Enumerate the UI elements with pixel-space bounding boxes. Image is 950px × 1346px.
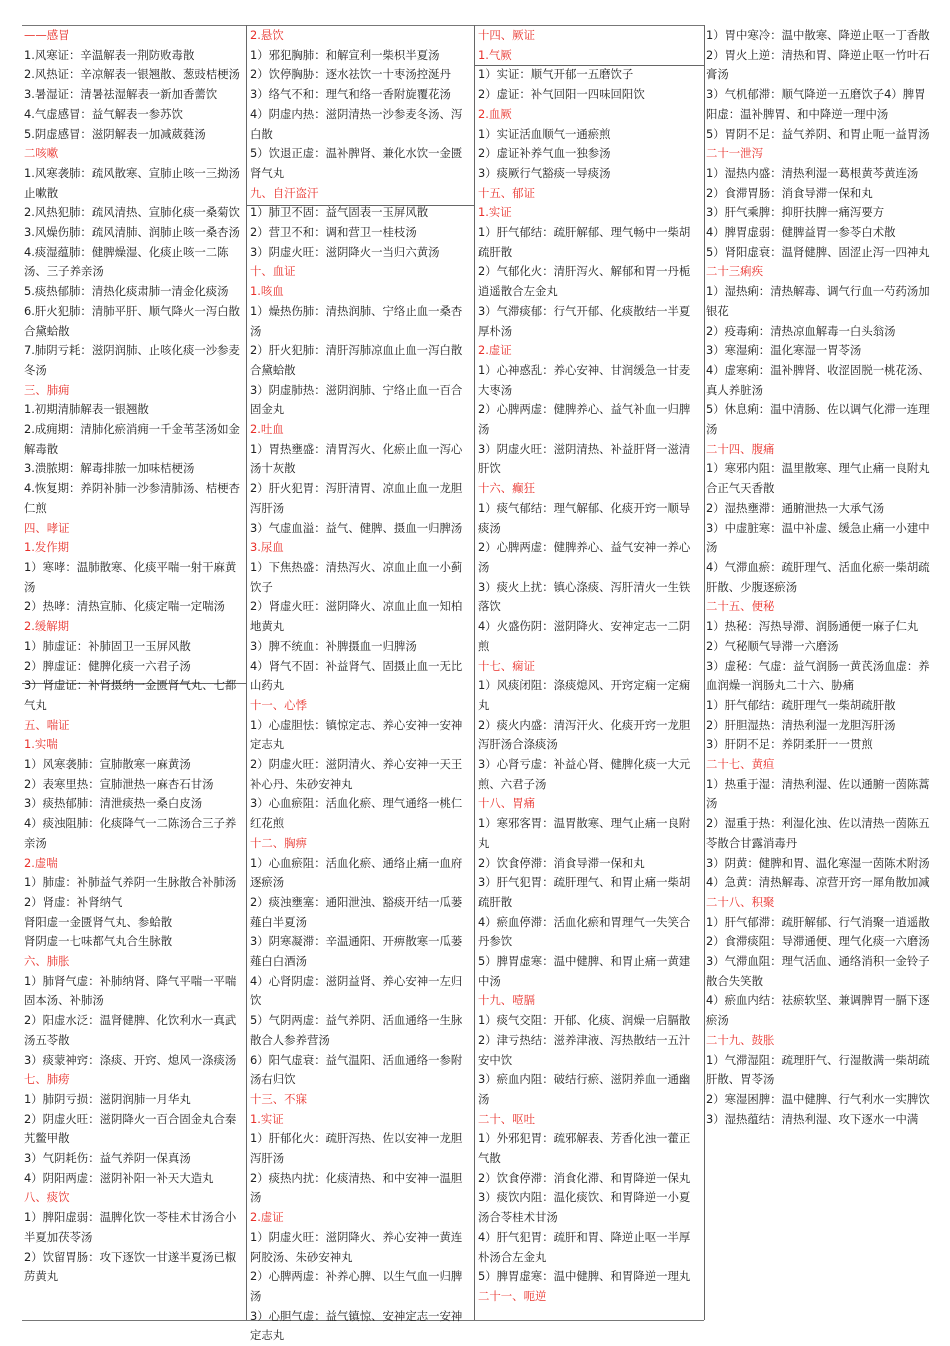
entry-line: 1）肺阴亏损：滋阴润肺一月华丸 (24, 1091, 191, 1106)
entry-line: 1）外邪犯胃：疏邪解表、芳香化浊一藿正气散 (478, 1131, 691, 1166)
entry-line: 4）气滞血瘀：疏肝理气、活血化瘀一柴胡疏肝散、少腹逐瘀汤 (706, 559, 930, 594)
section-heading: 二咳嗽 (24, 146, 59, 161)
entry-line: 5）饮退正虚：温补脾肾、兼化水饮一金匮肾气丸 (250, 146, 463, 180)
entry-line: 肾阳虚一金匮肾气丸、参蛤散 (24, 914, 173, 929)
section-heading: 二十、呕吐 (478, 1111, 535, 1126)
entry-line: 1）热秘：泻热导滞、润肠通便一麻子仁丸 (706, 619, 919, 634)
entry-line: 3）心胆气虚：益气镇惊、安神定志一安神定志丸 (250, 1308, 463, 1343)
entry-line: 3）阴虚肺热：滋阴润肺、宁络止血一百合固金丸 (250, 382, 463, 417)
entry-line: 2）肝火犯胃：泻肝清胃、凉血止血一龙胆泻肝汤 (250, 481, 463, 515)
entry-line: 3）肝气乘脾：抑肝扶脾一痛泻要方 (706, 205, 885, 220)
entry-line: 2）表寒里热：宣肺泄热一麻杏石甘汤 (24, 776, 214, 791)
section-heading: 1.实证 (250, 1111, 284, 1126)
entry-line: 2.风热犯肺：疏风清热、宣肺化痰一桑菊饮 (24, 205, 240, 220)
entry-line: 2）寒湿困脾：温中健脾、行气利水一实脾饮 (706, 1091, 930, 1106)
entry-line: 2）食滞胃肠：消食导滞一保和丸 (706, 185, 873, 200)
section-heading: 二十九、鼓胀 (706, 1032, 775, 1047)
entry-line: 5）脾胃虚寒：温中健脾、和胃降逆一理丸 (478, 1269, 691, 1284)
entry-line: 3）肝阴不足：养阴柔肝一一贯煎 (706, 737, 873, 752)
entry-line: 4）肝气犯胃：疏肝和胃、降逆止呕一半厚朴汤合左金丸 (478, 1229, 691, 1264)
entry-line: 4）急黄：清热解毒、凉营开窍一犀角散加减 (706, 875, 930, 890)
section-heading: 十一、心悸 (250, 697, 307, 712)
text-column-1 (24, 26, 243, 1324)
entry-line: 2.成痈期：清肺化瘀消痈一千金苇茎汤如金解毒散 (24, 422, 240, 456)
entry-line: 1.风寒证：辛温解表一荆防败毒散 (24, 47, 195, 62)
section-heading: 十、血证 (250, 264, 296, 279)
section-heading: 二十八、积聚 (706, 894, 775, 909)
entry-line: 2）脾虚证：健脾化痰一六君子汤 (24, 658, 191, 673)
entry-line: 1）肝气郁滞：疏肝解郁、行气消聚一逍遥散 (706, 914, 930, 929)
entry-line: 2）心脾两虚：健脾养心、益气安神一养心汤 (478, 540, 691, 574)
entry-line: 2）痰浊壅塞：通阳泄浊、豁痰开结一瓜蒌薤白半夏汤 (250, 894, 463, 929)
entry-line: 2）阴虚火旺：滋阴降火一百合固金丸合秦艽鳖甲散 (24, 1111, 237, 1146)
section-heading: 十三、不寐 (250, 1091, 307, 1106)
entry-line: 2）湿重于热：利湿化浊、佐以清热一茵陈五苓散合甘露消毒丹 (706, 816, 930, 850)
entry-line: 5.阴虚感冒：滋阴解表一加减葳蕤汤 (24, 126, 206, 141)
entry-line: 3）阴虚火旺：滋阴降火一当归六黄汤 (250, 244, 440, 259)
entry-line: 2）痰热内扰：化痰清热、和中安神一温胆汤 (250, 1170, 463, 1205)
entry-line: 3）气虚血溢：益气、健脾、摄血一归脾汤 (250, 520, 463, 535)
entry-line: 1）燥热伤肺：清热润肺、宁络止血一桑杏汤 (250, 303, 463, 338)
section-heading: 六、肺胀 (24, 954, 70, 969)
entry-line: 2）气郁化火：清肝泻火、解郁和胃一丹栀逍遥散合左金丸 (478, 264, 691, 299)
entry-line: 3）虚秘：气虚：益气润肠一黄芪汤血虚：养血润燥一润肠丸二十六、胁痛 (706, 658, 930, 693)
entry-line: 1）阴虚火旺：滋阴降火、养心安神一黄连阿胶汤、朱砂安神丸 (250, 1229, 463, 1264)
entry-line: 5.痰热郁肺：清热化痰肃肺一清金化痰汤 (24, 284, 229, 299)
entry-line: 1）肝气郁结：疏肝理气一柴胡疏肝散 (706, 697, 896, 712)
entry-line: 4）虚寒痢：温补脾肾、收涩固脱一桃花汤、真人养脏汤 (706, 362, 930, 397)
entry-line: 1）气滞湿阻：疏理肝气、行湿散满一柴胡疏肝散、胃苓汤 (706, 1052, 930, 1087)
entry-line: 2）饮停胸胁：逐水祛饮一十枣汤控涎丹 (250, 67, 451, 82)
entry-line: 4）瘀血停滞：活血化瘀和胃理气一失笑合丹参饮 (478, 914, 691, 949)
entry-line: 肾阴虚一七味都气丸合生脉散 (24, 934, 173, 949)
section-heading: 九、自汗盗汗 (250, 185, 319, 200)
entry-line: 3）脾不统血：补脾摄血一归脾汤 (250, 638, 417, 653)
entry-line: 2）疫毒痢：清热凉血解毒一白头翁汤 (706, 323, 896, 338)
entry-line: 2）饮留胃肠：攻下逐饮一甘遂半夏汤已椒苈黄丸 (24, 1249, 237, 1284)
entry-line: 1）脾阳虚弱：温脾化饮一苓桂术甘汤合小半夏加茯苓汤 (24, 1210, 237, 1244)
entry-line: 1）湿热痢：清热解毒、调气行血一芍药汤加银花 (706, 284, 930, 318)
entry-line: 2）心脾两虚：补养心脾、以生气血一归脾汤 (250, 1269, 463, 1303)
entry-line: 1）肺虚：补肺益气养阴一生脉散合补肺汤 (24, 875, 237, 890)
entry-line: 2）营卫不和：调和营卫一桂枝汤 (250, 225, 417, 240)
entry-line: 5）胃阴不足：益气养阴、和胃止呃一益胃汤 (706, 126, 930, 141)
section-heading: 2.虚证 (250, 1210, 284, 1225)
entry-line: 2）肾虚火旺：滋阴降火、凉血止血一知柏地黄丸 (250, 599, 463, 634)
section-heading: 七、肺痨 (24, 1072, 70, 1087)
entry-line: 2）湿热壅滞：通腑泄热一大承气汤 (706, 500, 885, 515)
column-divider (246, 25, 247, 1320)
section-heading: 2.虚证 (478, 343, 512, 358)
entry-line: 3）痰蒙神窍：涤痰、开窍、熄风一涤痰汤 (24, 1052, 237, 1067)
text-column-4 (706, 26, 936, 1324)
section-heading: 1.气厥 (478, 47, 512, 62)
entry-line: 4）心肾阴虚：滋阴益肾、养心安神一左归饮 (250, 973, 463, 1008)
section-heading: 3.尿血 (250, 540, 284, 555)
column-divider (704, 25, 705, 1320)
entry-line: 1）肺卫不固：益气固表一玉屏风散 (250, 205, 429, 220)
entry-line: 1）肺肾气虚：补肺纳肾、降气平喘一平喘固本汤、补肺汤 (24, 973, 237, 1008)
entry-line: 3）瘀血内阻：破结行瘀、滋阴养血一通幽汤 (478, 1072, 691, 1106)
entry-line: 1）实证活血顺气一通瘀煎 (478, 126, 611, 141)
text-column-2 (250, 26, 470, 1343)
entry-line: 2）肝胆湿热：清热利湿一龙胆泻肝汤 (706, 717, 896, 732)
entry-line: 1）风痰闭阻：涤痰熄风、开窍定痫一定痫丸 (478, 678, 691, 712)
entry-line: 2）心脾两虚：健脾养心、益气补血一归脾汤 (478, 402, 691, 437)
section-heading: 十二、胸痹 (250, 835, 307, 850)
entry-line: 3）心血瘀阻：活血化瘀、理气通络一桃仁红花煎 (250, 796, 463, 831)
entry-line: 2）饮食停滞：消食导滞一保和丸 (478, 855, 645, 870)
section-heading: 十七、痫证 (478, 658, 535, 673)
entry-line: 1.初期清肺解表一银翘散 (24, 402, 149, 417)
entry-line: 3.溃脓期：解毒排脓一加味桔梗汤 (24, 461, 195, 476)
entry-line: 4）痰浊阻肺：化痰降气一二陈汤合三子养亲汤 (24, 816, 237, 850)
entry-line: 1）心神惑乱：养心安神、甘润缓急一甘麦大枣汤 (478, 362, 691, 397)
entry-line: 7.肺阴亏耗：滋阴润肺、止咳化痰一沙参麦冬汤 (24, 343, 240, 377)
entry-line: 3）气滞血阻：理气活血、通络消积一金铃子散合失笑散 (706, 954, 930, 988)
entry-line: 3）气滞痰郁：行气开郁、化痰散结一半夏厚朴汤 (478, 303, 691, 338)
entry-line: 4）脾胃虚弱：健脾益胃一参苓白术散 (706, 225, 896, 240)
section-heading: 2.吐血 (250, 422, 284, 437)
entry-line: 1）肝气郁结：疏肝解郁、理气畅中一柴胡疏肝散 (478, 225, 691, 259)
entry-line: 1）痰气交阻：开郁、化痰、润燥一启膈散 (478, 1013, 691, 1028)
entry-line: 4）阴阳两虚：滋阴补阳一补天大造丸 (24, 1170, 214, 1185)
entry-line: 4.恢复期：养阴补肺一沙参清肺汤、桔梗杏仁煎 (24, 481, 240, 515)
entry-line: 1）风寒袭肺：宣肺散寒一麻黄汤 (24, 757, 191, 772)
entry-line: 3）肝气犯胃：疏肝理气、和胃止痛一柴胡疏肝散 (478, 875, 691, 909)
entry-line: 2）阳虚水泛：温肾健脾、化饮利水一真武汤五苓散 (24, 1013, 237, 1047)
section-heading: 2.血厥 (478, 106, 512, 121)
entry-line: 2）阴虚火旺：滋阴清火、养心安神一天王补心丹、朱砂安神丸 (250, 757, 463, 791)
entry-line: 5）肾阳虚衰：温肾健脾、固涩止泻一四神丸 (706, 244, 930, 259)
section-heading: 十八、胃痛 (478, 796, 535, 811)
entry-line: 3）湿热蕴结：清热利湿、攻下逐水一中满 (706, 1111, 919, 1126)
entry-line: 3）痰热郁肺：清泄痰热一桑白皮汤 (24, 796, 203, 811)
entry-line: 1.风寒袭肺：疏风散寒、宣肺止咳一三拗汤止嗽散 (24, 165, 240, 200)
entry-line: 3.风燥伤肺：疏风清肺、润肺止咳一桑杏汤 (24, 225, 240, 240)
section-heading: 2.悬饮 (250, 28, 284, 42)
entry-line: 5）气阴两虚：益气养阴、活血通络一生脉散合人参养营汤 (250, 1013, 463, 1047)
section-heading: 1.咳血 (250, 284, 284, 299)
entry-line: 1）心虚胆怯：镇惊定志、养心安神一安神定志丸 (250, 717, 463, 752)
entry-line: 1）寒邪内阻：温里散寒、理气止痛一良附丸合正气天香散 (706, 461, 930, 496)
entry-line: 1）肝郁化火：疏肝泻热、佐以安神一龙胆泻肝汤 (250, 1131, 463, 1166)
section-heading: 十五、郁证 (478, 185, 535, 200)
entry-line: 2）肾虚：补肾纳气 (24, 894, 123, 909)
entry-line: 5）脾胃虚寒：温中健脾、和胃止痛一黄建中汤 (478, 954, 691, 988)
entry-line: 1）实证：顺气开郁一五磨饮子 (478, 67, 634, 82)
section-heading: ——感冒 (24, 28, 70, 42)
section-heading: 1.实证 (478, 205, 512, 220)
entry-line: 3）阴寒凝滞：辛温通阳、开痹散寒一瓜蒌薤白白酒汤 (250, 934, 463, 969)
column-divider (474, 25, 475, 1320)
entry-line: 4）肾气不固：补益肾气、固摄止血一无比山药丸 (250, 658, 463, 693)
entry-line: 6）阳气虚衰：益气温阳、活血通络一参附汤右归饮 (250, 1052, 463, 1087)
text-column-3 (478, 26, 700, 1324)
section-heading: 八、痰饮 (24, 1190, 70, 1205)
entry-line: 4.气虚感冒：益气解表一参苏饮 (24, 106, 183, 121)
entry-line: 1）湿热内盛：清热利湿一葛根黄芩黄连汤 (706, 165, 919, 180)
entry-line: 2）肝火犯肺：清肝泻肺凉血止血一泻白散合黛蛤散 (250, 343, 463, 377)
entry-line: 3）阴黄：健脾和胃、温化寒湿一茵陈术附汤 (706, 855, 930, 870)
entry-line: 5）休息痢：温中清肠、佐以调气化滞一连理汤 (706, 402, 930, 437)
section-heading: 十四、厥证 (478, 28, 535, 42)
section-heading: 二十五、便秘 (706, 599, 775, 614)
entry-line: 3）中虚脏寒：温中补虚、缓急止痛一小建中汤 (706, 520, 930, 555)
entry-line: 2）食滞痰阻：导滞通便、理气化痰一六磨汤 (706, 934, 930, 949)
entry-line: 2.风热证：辛凉解表一银翘散、葱豉桔梗汤 (24, 67, 240, 82)
entry-line: 2）热哮：清热宣肺、化痰定喘一定喘汤 (24, 599, 225, 614)
entry-line: 3）阴虚火旺：滋阴清热、补益肝肾一滋清肝饮 (478, 441, 691, 476)
section-heading: 三、肺痈 (24, 382, 70, 397)
entry-line: 4）瘀血内结：祛瘀软坚、兼调脾胃一膈下逐瘀汤 (706, 993, 930, 1028)
entry-line: 3）痰厥行气豁痰一导痰汤 (478, 165, 611, 180)
section-heading: 2.虚喘 (24, 855, 58, 870)
entry-line: 1）下焦热盛：清热泻火、凉血止血一小蓟饮子 (250, 559, 463, 594)
entry-line: 3）络气不和：理气和络一香附旋覆花汤 (250, 87, 451, 102)
section-heading: 二十三痢疾 (706, 264, 763, 279)
entry-line: 3）肾虚证：补肾摄纳一金匮肾气丸、七都气丸 (24, 678, 237, 712)
section-heading: 二十七、黄疸 (706, 757, 775, 772)
entry-line: 1）肺虚证：补肺固卫一玉屏风散 (24, 638, 191, 653)
section-heading: 四、哮证 (24, 520, 70, 535)
section-heading: 五、喘证 (24, 717, 70, 732)
entry-line: 1）邪犯胸肺：和解宣利一柴枳半夏汤 (250, 47, 440, 62)
entry-line: 1）痰气郁结：理气解郁、化痰开窍一顺导痰汤 (478, 500, 691, 535)
section-heading: 二十一、呃逆 (478, 1289, 547, 1303)
entry-line: 3）痰饮内阻：温化痰饮、和胃降逆一小夏汤合苓桂术甘汤 (478, 1190, 691, 1225)
entry-line: 4）火盛伤阴：滋阴降火、安神定志一二阴煎 (478, 619, 691, 653)
entry-line: 1）寒邪客胃：温胃散寒、理气止痛一良附丸 (478, 816, 691, 850)
entry-line: 3）痰火上扰：镇心涤痰、泻肝清火一生铁落饮 (478, 579, 691, 614)
entry-line: 1）心血瘀阻：活血化瘀、通络止痛一血府逐瘀汤 (250, 855, 463, 890)
section-heading: 十九、噎膈 (478, 993, 535, 1008)
entry-line: 3.暑湿证：清暑祛湿解表一新加香薷饮 (24, 87, 218, 102)
entry-line: 3）气阴耗伤：益气养阴一保真汤 (24, 1151, 191, 1166)
entry-line: 4.痰湿蕴肺：健脾燥湿、化痰止咳一二陈汤、三子养亲汤 (24, 244, 229, 279)
section-heading: 2.缓解期 (24, 619, 70, 634)
entry-line: 1）寒哮：温肺散寒、化痰平喘一射干麻黄汤 (24, 559, 237, 594)
entry-line: 2）痰火内盛：清泻汗火、化痰开窍一龙胆泻肝汤合涤痰汤 (478, 717, 691, 752)
entry-line: 4）阴虚内热：滋阴清热一沙参麦冬汤、泻白散 (250, 106, 463, 141)
section-heading: 二十四、腹痛 (706, 441, 775, 456)
entry-line: 1）胃中寒冷：温中散寒、降逆止呕一丁香散 (706, 28, 930, 42)
section-heading: 二十一泄泻 (706, 146, 763, 161)
entry-line: 2）津亏热结：滋养津液、泻热散结一五汁安中饮 (478, 1032, 691, 1067)
entry-line: 3）寒湿痢：温化寒湿一胃苓汤 (706, 343, 862, 358)
entry-line: 3）心肾亏虚：补益心肾、健脾化痰一大元煎、六君子汤 (478, 757, 691, 791)
entry-line: 2）胃火上逆：清热和胃、降逆止呕一竹叶石膏汤 (706, 47, 930, 82)
entry-line: 2）饮食停滞：消食化滞、和胃降逆一保丸 (478, 1170, 691, 1185)
section-heading: 十六、癫狂 (478, 481, 535, 496)
entry-line: 2）虚证：补气回阳一四味回阳饮 (478, 87, 645, 102)
section-heading: 1.发作期 (24, 540, 70, 555)
entry-line: 3）气机郁滞：顺气降逆一五磨饮子4）脾胃阳虚：温补脾胃、和中降逆一理中汤 (706, 87, 926, 121)
entry-line: 2）气秘顺气导滞一六磨汤 (706, 638, 839, 653)
entry-line: 6.肝火犯肺：清肺平肝、顺气降火一泻白散合黛蛤散 (24, 303, 240, 338)
section-heading: 1.实喘 (24, 737, 58, 752)
entry-line: 2）虚证补养气血一独参汤 (478, 146, 611, 161)
entry-line: 1）胃热壅盛：清胃泻火、化瘀止血一泻心汤十灰散 (250, 441, 463, 476)
entry-line: 1）热重于湿：清热利湿、佐以通腑一茵陈蒿汤 (706, 776, 930, 811)
